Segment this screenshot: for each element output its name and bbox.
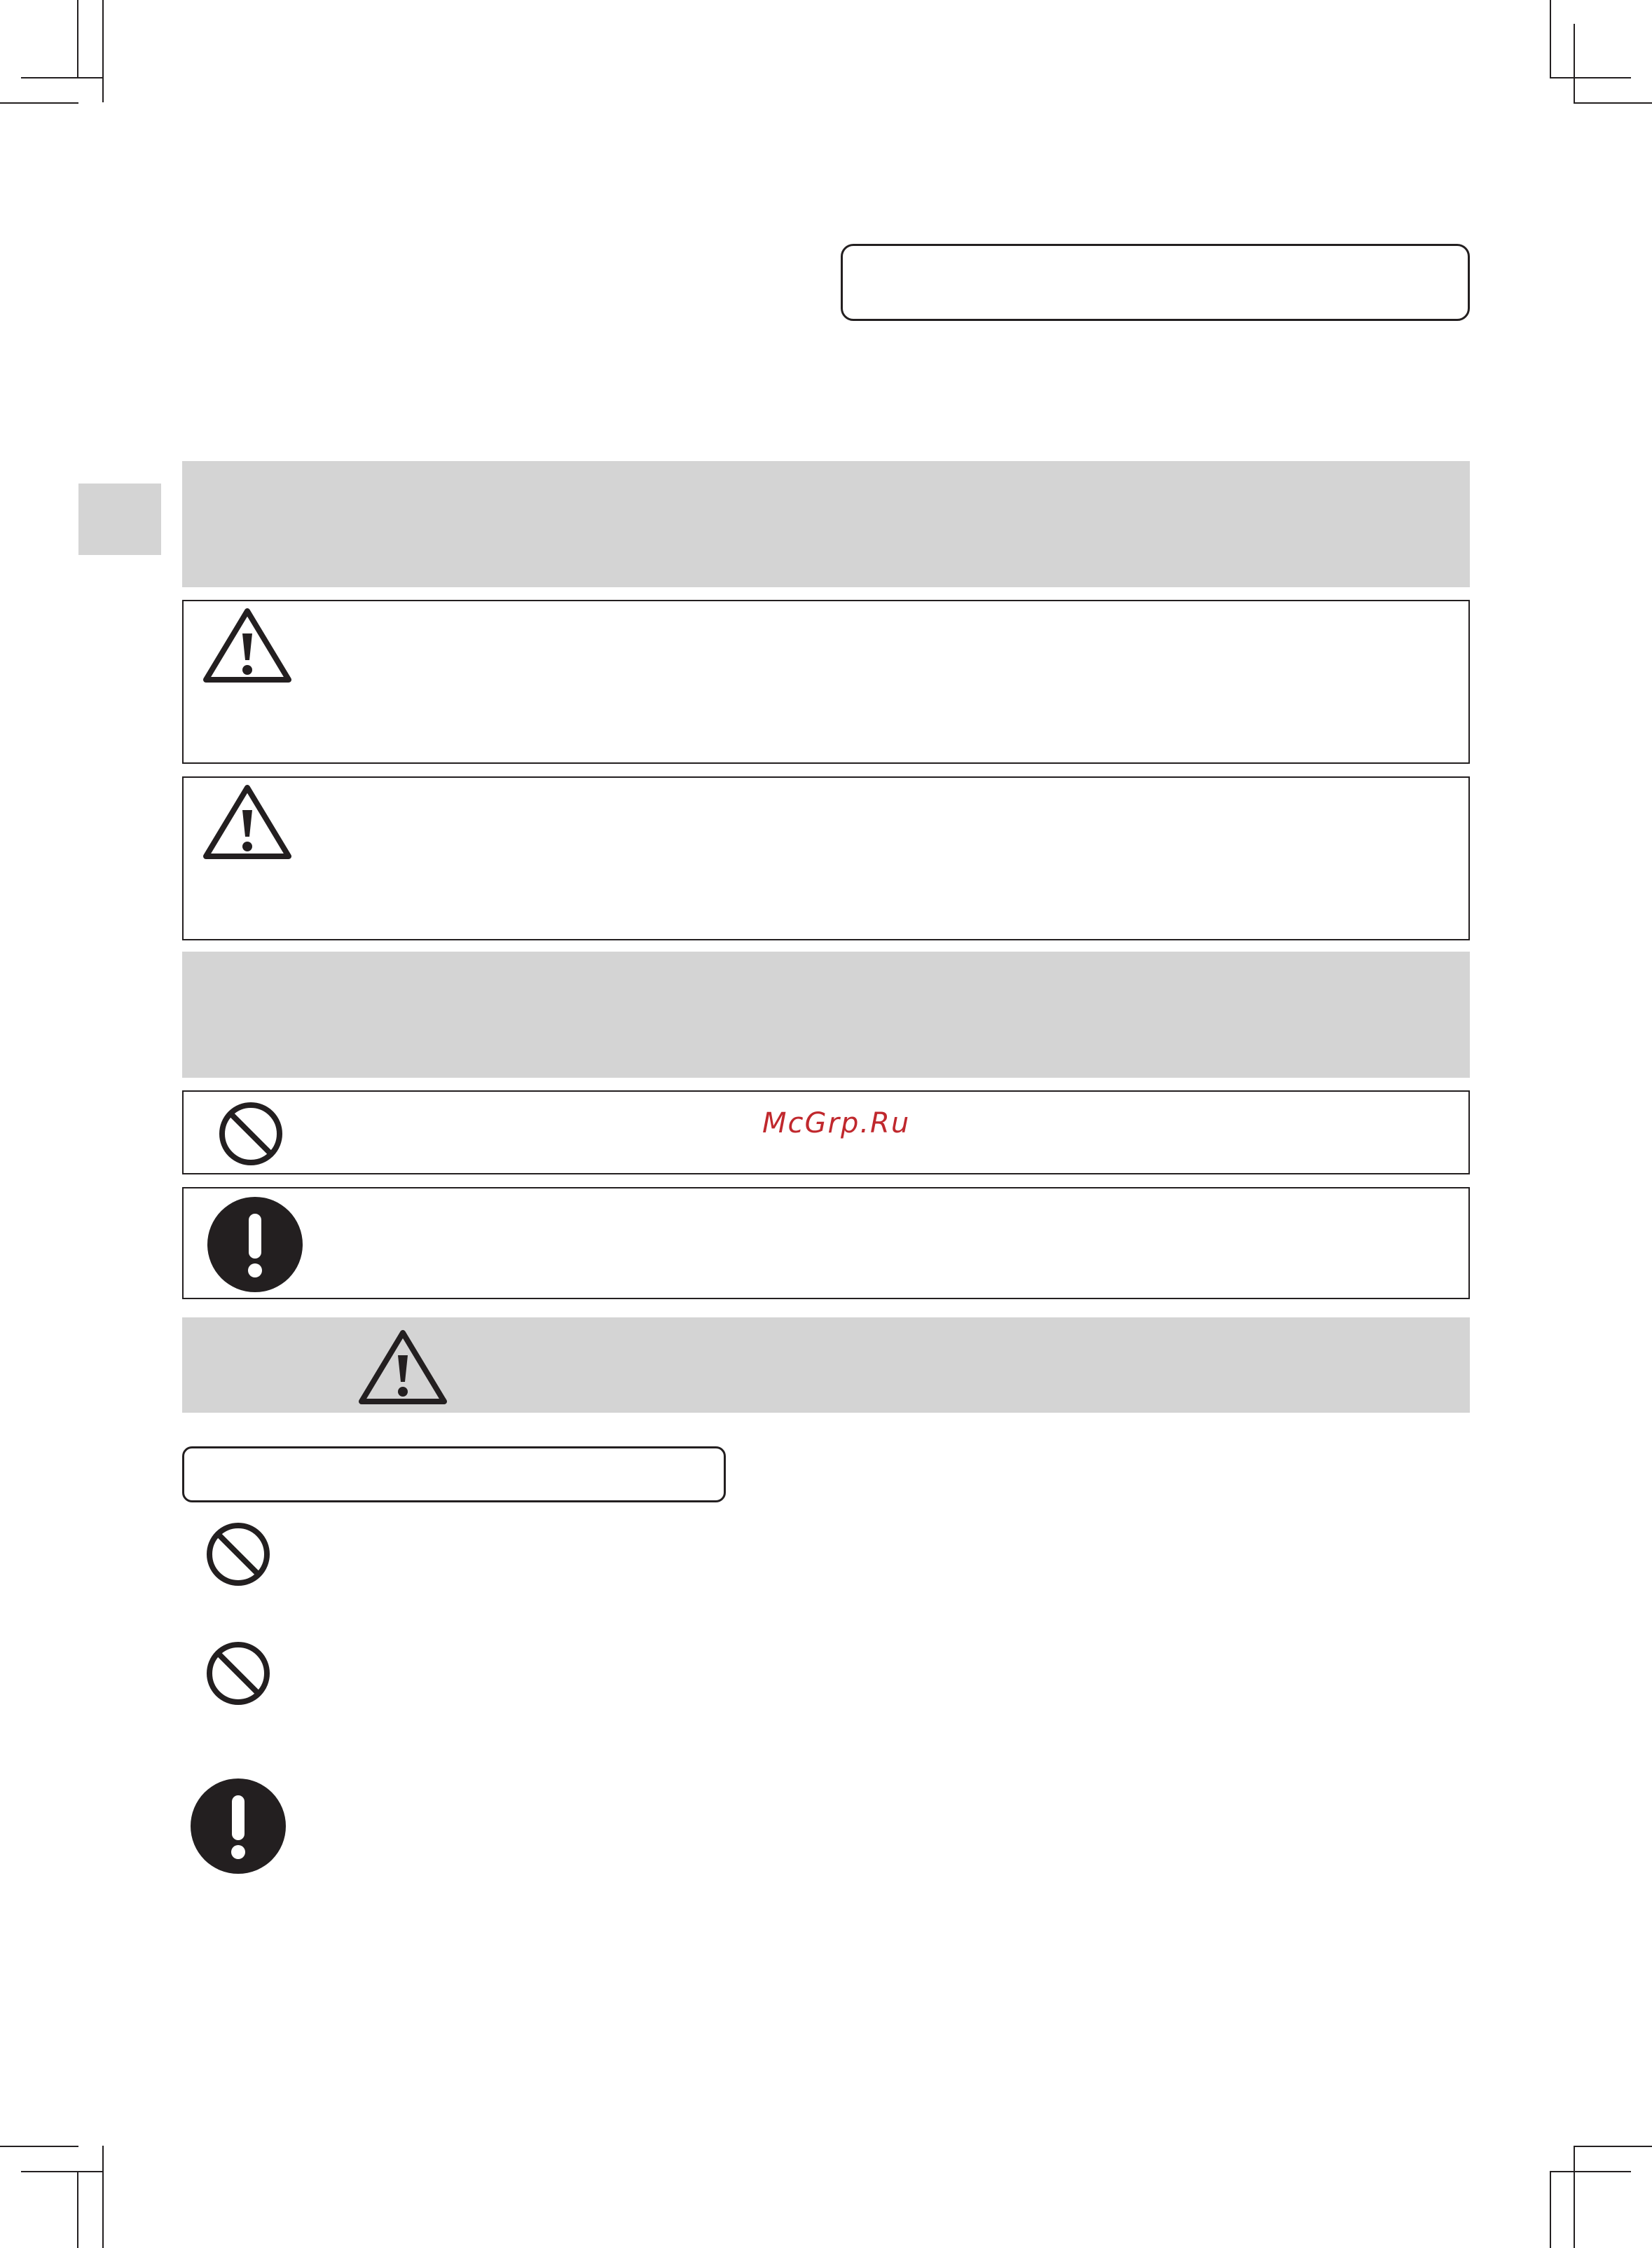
crop-mark-top-right-vertical-inner xyxy=(1574,24,1575,102)
prohibition-circle-icon xyxy=(205,1640,272,1707)
crop-mark-bottom-left-vertical-outer xyxy=(102,2146,104,2248)
warning-notice-box-2 xyxy=(182,776,1470,940)
warning-triangle-icon xyxy=(202,782,293,861)
crop-mark-top-right-horizontal-inner xyxy=(1550,77,1631,78)
crop-mark-bottom-left-vertical-inner xyxy=(77,2171,78,2248)
prohibition-circle-icon xyxy=(205,1521,272,1588)
crop-mark-bottom-right-vertical-inner xyxy=(1574,2146,1575,2248)
warning-notice-box-1 xyxy=(182,600,1470,764)
crop-mark-bottom-left-horizontal-outer xyxy=(0,2146,78,2147)
crop-mark-bottom-right-vertical-outer xyxy=(1550,2171,1551,2248)
mandatory-exclamation-icon xyxy=(189,1777,287,1875)
crop-mark-top-right-horizontal-outer xyxy=(1574,102,1652,104)
section-header-box xyxy=(841,244,1470,321)
mandatory-exclamation-icon xyxy=(206,1195,304,1294)
chapter-tab-marker xyxy=(78,484,161,555)
caution-band xyxy=(182,1317,1470,1413)
crop-mark-top-left-vertical-inner xyxy=(77,0,78,77)
crop-mark-bottom-left-horizontal-inner xyxy=(21,2171,102,2172)
warning-triangle-icon xyxy=(202,605,293,684)
crop-mark-top-left-horizontal-outer xyxy=(0,102,78,104)
subsection-heading-box xyxy=(182,1446,726,1502)
crop-mark-bottom-right-horizontal-inner xyxy=(1550,2171,1631,2172)
crop-mark-top-left-vertical-outer xyxy=(102,0,104,102)
watermark-text: McGrp.Ru xyxy=(762,1107,911,1139)
crop-mark-top-left-horizontal-inner xyxy=(21,77,102,78)
mandatory-legend-box xyxy=(182,1187,1470,1299)
symbol-explanation-band xyxy=(182,952,1470,1078)
prohibition-legend-box xyxy=(182,1090,1470,1174)
prohibition-circle-icon xyxy=(217,1100,284,1167)
warning-triangle-icon xyxy=(357,1327,448,1406)
crop-mark-bottom-right-horizontal-outer xyxy=(1574,2146,1652,2147)
safety-intro-band xyxy=(182,461,1470,587)
crop-mark-top-right-vertical-outer xyxy=(1550,0,1551,78)
